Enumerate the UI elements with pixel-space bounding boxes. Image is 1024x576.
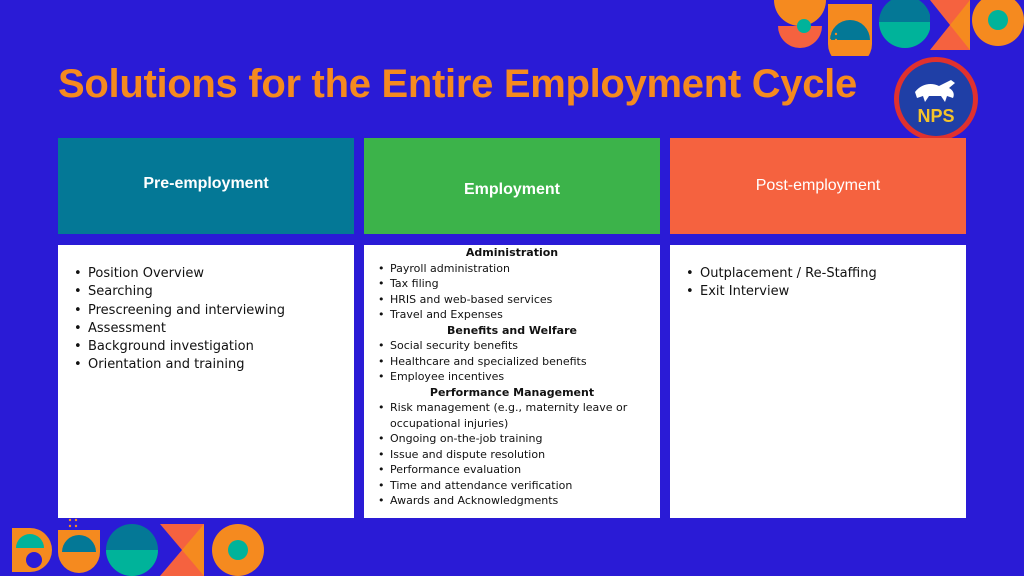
header-pre-employment-label: Pre-employment (143, 175, 269, 192)
header-employment-label: Employment (463, 181, 560, 198)
list-item: • Assessment (80, 320, 346, 338)
page-title: Solutions for the Entire Employment Cycle (58, 62, 857, 106)
administration-list (370, 261, 654, 323)
list-item: • Social security benefits (384, 338, 654, 354)
list-item: • Performance evaluation (384, 462, 654, 478)
list-item: • Risk management (e.g., maternity leave or occupational injuries) (384, 400, 654, 431)
section-heading-performance: Performance Management (429, 385, 595, 399)
list-item: • Ongoing on-the-job training (384, 431, 654, 447)
section-heading-administration: Administration (465, 246, 559, 259)
list-item: • Orientation and training (80, 356, 346, 374)
decorative-shapes-bottom (0, 518, 270, 576)
decorative-shapes-top (770, 0, 1024, 56)
list-item: • HRIS and web-based services (384, 292, 654, 308)
list-item: • Employee incentives (384, 369, 654, 385)
section-heading-benefits: Benefits and Welfare (447, 323, 577, 337)
benefits-list (370, 338, 654, 385)
list-item: • Outplacement / Re-Staffing (692, 265, 958, 283)
nps-logo (893, 56, 979, 142)
header-pre-employment (58, 138, 354, 234)
list-item: • Awards and Acknowledgments (384, 493, 654, 509)
pre-employment-list-box (58, 245, 354, 518)
list-item: • Tax filing (384, 276, 654, 292)
list-item: • Healthcare and specialized benefits (384, 354, 654, 370)
list-item: • Searching (80, 283, 346, 301)
post-employment-list (678, 265, 958, 302)
list-item: • Time and attendance verification (384, 478, 654, 494)
employment-list-box (364, 245, 660, 518)
list-item: • Position Overview (80, 265, 346, 283)
list-item: • Exit Interview (692, 283, 958, 301)
header-post-employment (670, 138, 966, 234)
list-item: • Prescreening and interviewing (80, 302, 346, 320)
post-employment-list-box (670, 245, 966, 518)
header-employment (364, 138, 660, 234)
list-item: • Issue and dispute resolution (384, 447, 654, 463)
list-item: • Payroll administration (384, 261, 654, 277)
performance-list (370, 400, 654, 509)
list-item: • Background investigation (80, 338, 346, 356)
header-post-employment-label: Post-employment (755, 177, 881, 194)
list-item: • Travel and Expenses (384, 307, 654, 323)
logo-text: NPS (917, 106, 955, 126)
pre-employment-list (66, 265, 346, 375)
